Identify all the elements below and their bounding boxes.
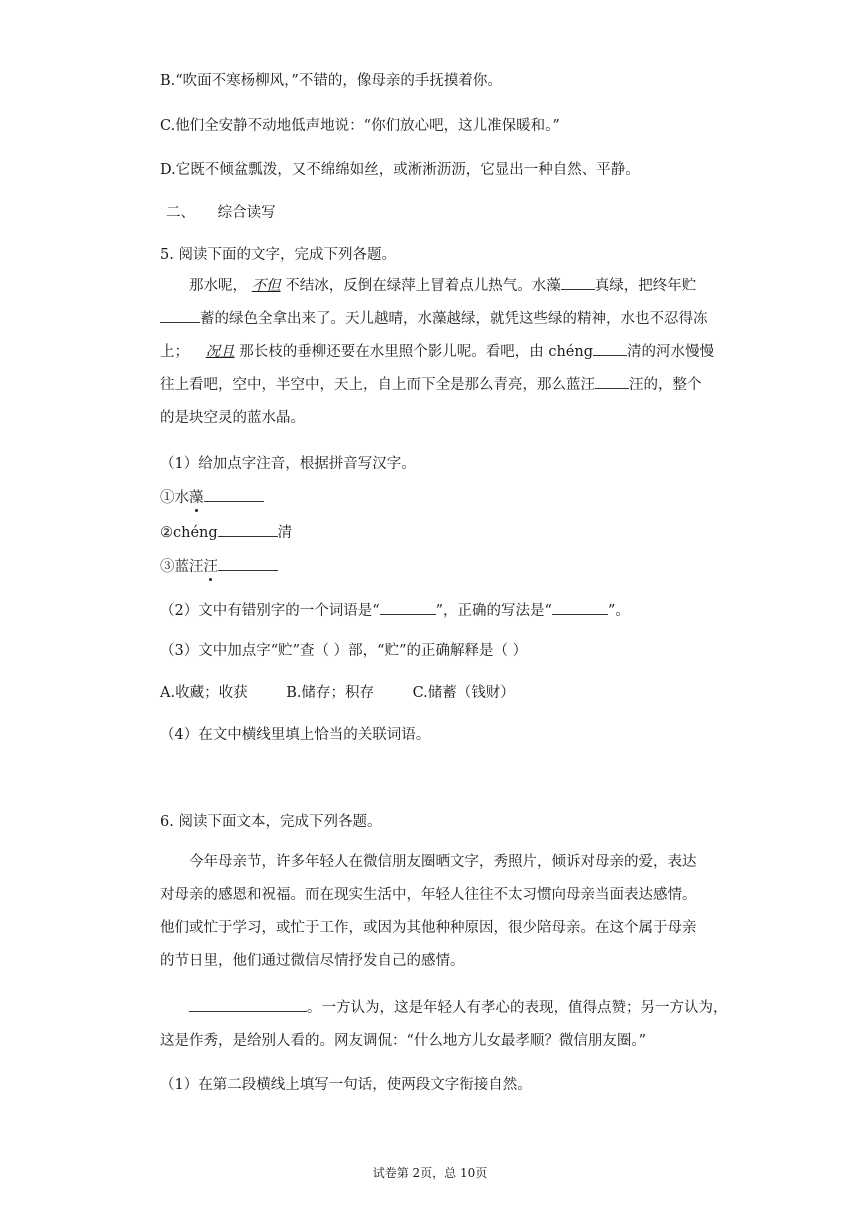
- option-d: D.它既不倾盆瓢泼，又不绵绵如丝，或淅淅沥沥，它显出一种自然、平静。: [160, 162, 640, 178]
- dotted-char: 汪: [203, 559, 218, 575]
- q5-item3: ③蓝汪汪: [160, 555, 278, 577]
- question-5-stem: 5. 阅读下面的文字，完成下列各题。: [160, 247, 396, 263]
- passage-line: 上； 况且 那长枝的垂柳还要在水里照个影儿呢。看吧，由 chéng 清的河水慢慢: [160, 336, 740, 369]
- passage-line: 那水呢， 不但 不结冰，反倒在绿萍上冒着点儿热气。水藻 真绿，把终年贮: [160, 270, 740, 303]
- option-b: B.“吹面不寒杨柳风，”不错的，像母亲的手抚摸着你。: [160, 73, 502, 89]
- section-heading: [166, 203, 276, 223]
- q6-sub1: （1）在第二段横线上填写一句话，使两段文字衔接自然。: [160, 1077, 532, 1093]
- section-title: 综合读写: [217, 205, 276, 221]
- q5-sub3-options: [160, 683, 515, 703]
- question-5-passage: [160, 270, 740, 435]
- q5-sub4: （4）在文中横线里填上恰当的关联词语。: [160, 727, 431, 743]
- passage-line: 他们或忙于学习，或忙于工作，或因为其他种种原因，很少陪母亲。在这个属于母亲: [160, 920, 697, 936]
- passage-line: 的节日里，他们通过微信尽情抒发自己的感情。: [160, 953, 465, 969]
- passage-line: 往上看吧，空中，半空中，天上，自上而下全是那么青亮，那么蓝汪 汪的，整个: [160, 369, 740, 402]
- answer-blank[interactable]: [218, 521, 278, 537]
- fill-blank[interactable]: [160, 307, 200, 323]
- passage-line: 对母亲的感恩和祝福。而在现实生活中，年轻人往往不太习惯向母亲当面表达感情。: [160, 887, 697, 903]
- question-6-passage-2: [160, 992, 740, 1058]
- fill-blank[interactable]: [593, 340, 627, 356]
- q5-item2: ②chéng 清: [160, 521, 292, 543]
- passage-line: 这是作秀，是给别人看的。网友调侃：“什么地方儿女最孝顺？微信朋友圈。”: [160, 1033, 647, 1049]
- section-number: 二、: [166, 205, 195, 221]
- underlined-word: 不但: [251, 278, 281, 294]
- fill-blank[interactable]: [561, 274, 595, 290]
- q5-sub3: （3）文中加点字“贮”查（ ）部，“贮”的正确解释是（ ）: [160, 643, 528, 659]
- passage-line: 的是块空灵的蓝水晶。: [160, 410, 305, 426]
- option-c: C.储蓄（钱财）: [412, 685, 515, 701]
- question-6-stem: 6. 阅读下面文本，完成下列各题。: [160, 814, 382, 830]
- option-b: B.储存；积存: [286, 685, 374, 701]
- page-footer: 试卷第 2页，总 10页: [372, 1166, 488, 1180]
- dotted-char: 藻: [189, 490, 204, 506]
- q5-sub2: （2）文中有错别字的一个词语是“ ”，正确的写法是“ ”。: [160, 599, 630, 621]
- underlined-word: 况且: [205, 344, 235, 360]
- fill-blank[interactable]: [595, 373, 629, 389]
- option-a: A.收藏；收获: [160, 685, 248, 701]
- answer-blank[interactable]: [380, 599, 436, 615]
- fill-blank[interactable]: [189, 996, 307, 1012]
- q5-sub1: （1）给加点字注音，根据拼音写汉字。: [160, 456, 416, 472]
- passage-line: 蓄的绿色全拿出来了。天儿越晴，水藻越绿，就凭这些绿的精神，水也不忍得冻: [160, 303, 740, 336]
- passage-line: 今年母亲节，许多年轻人在微信朋友圈晒文字，秀照片，倾诉对母亲的爱，表达: [189, 854, 697, 870]
- answer-blank[interactable]: [218, 555, 278, 571]
- question-6-passage: [160, 846, 740, 978]
- q5-item1: ①水藻: [160, 486, 264, 508]
- option-c: C.他们全安静不动地低声地说：“你们放心吧，这儿准保暖和。”: [160, 118, 560, 134]
- passage-line: 。一方认为，这是年轻人有孝心的表现，值得点赞；另一方认为，: [160, 992, 740, 1025]
- answer-blank[interactable]: [552, 599, 608, 615]
- answer-blank[interactable]: [204, 486, 264, 502]
